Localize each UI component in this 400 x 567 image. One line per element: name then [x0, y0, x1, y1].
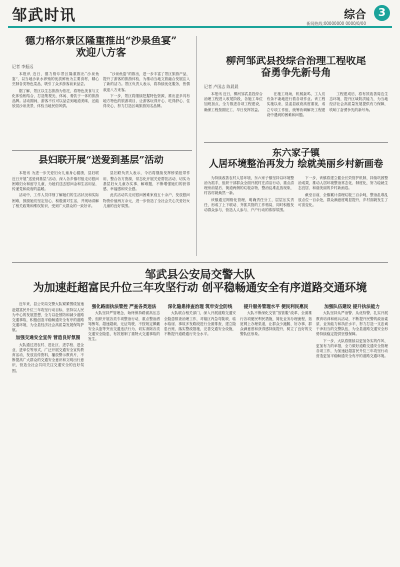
story-tourism-author: 记者 李振远: [12, 64, 34, 69]
story-paragraph: 该镇通过网格化管理，明确责任分工，层层压实责任，形成了上下联动、齐抓共管的工作格局，同时积极发动群众参与，营造人人参与、户户行动的浓厚氛围。: [204, 197, 294, 213]
story-paragraph: 下一步，该镇将建立健全长效管护机制，持续巩固整治成果，推动人居环境整治常态化、制度化，努力绘就生态宜居、和谐美丽的乡村新画卷。: [298, 175, 388, 191]
story-governance-title: 柳河邹武县投综合治理工程收尾 奋勇争先新号角: [226, 56, 366, 79]
column-divider: [196, 36, 197, 256]
story-paragraph: 大队联合相关部门，深入开展道路交通安全隐患排查治理工作，对辖区内急弯陡坡、临水临崖、事故多发路段进行全面排查，建立隐患台账，落实整改措施，完善交通安全设施，不断提升道路通行安全水平。: [164, 311, 236, 337]
story-paragraph: 截至目前，全镇累计清理垃圾三百余吨，整治乱堆乱放点位一百余处，群众满意度明显提升，乡村面貌发生了可喜变化。: [298, 192, 388, 207]
story-paragraph: 活动中，工作人员详细了解她们的生活状况和实际困难，鼓励她们坚定信心、积极面对生活，并现场讲解了相关政策和维权知识，受到广大群众的一致好评。: [12, 193, 99, 208]
story-tourism: [12, 36, 190, 148]
story-paragraph: 大队坚持严管理念，始终保持路面高压态势，组织开展各类专项整治行动，重点整治酒驾醉驾、超速超载、无证驾驶、不按规定佩戴安全头盔等突出交通违法行为，切实消除各类交通安全隐患，有效遏制了重特大交通事故的发生。: [88, 311, 160, 342]
story-tourism-title: 德力格尔景区隆重推出“沙泉鱼宴” 欢迎八方客: [25, 36, 177, 59]
story-subhead: 强化路面执法管控 严查各类违法: [91, 304, 157, 310]
story-womens-federation: [12, 155, 190, 255]
story-paragraph: 近年来，县公安局交警大队紧紧围绕加速赶超富民升位三年攻坚行动目标，坚持以人民为中心的发展思想，全力以赴预防和减少道路交通事故，积极创造平稳畅通安全有序的道路交通环境，为全县经济社会高质量发展保驾护航。: [12, 302, 84, 333]
story-paragraph: 此次活动共走访慰问困难家庭五十余户，发放慰问物资价值两万余元，进一步营造了全社会关心关爱妇女儿童的良好氛围。: [103, 193, 190, 208]
story-paragraph: 大队不断深化交管“放管服”改革，全面推行各项便民利民措施，简化业务办理流程，拓宽网上办理渠道，让群众少跑腿、好办事，群众满意度和获得感持续提升，树立了良好的交警队伍形象。: [240, 311, 312, 337]
section-divider: [204, 142, 388, 143]
story-paragraph: 大队通过进农村、进社区、进学校、进企业、进单位等形式，广泛开展交通安全宣传教育活动，发放宣传资料，播放警示教育片，不断提高广大群众的交通安全意识和文明出行意识，营造全社会共同关注交通安全的良好氛围。: [12, 342, 84, 373]
story-paragraph: 大队坚持从严治警、从优待警，扎实开展教育培训和练兵活动，不断提升民警的政治素质、业务能力和执法水平，努力打造一支忠诚干净担当的交警队伍，为全县道路交通安全形势持续稳定提供坚强保障。: [316, 311, 388, 337]
story-paragraph: 本报讯 为进一步关爱妇女儿童身心健康，县妇联近日开展“送爱到基层”活动，深入各乡镇村组走访慰问困难妇女和留守儿童，为她们送去慰问金和生活用品，传递党和政府的温暖。: [12, 171, 99, 191]
story-village-environment-title: 东六家子镇 人居环境整治再发力 绘就美丽乡村新画卷: [208, 148, 384, 171]
masthead-date: 新闻热线:00000000 0000/0/00: [306, 21, 366, 26]
story-traffic-police: [12, 268, 388, 558]
story-paragraph: “沙泉鱼宴”的推出，进一步丰富了景区旅游产品，提升了游客的旅游体验，为推动当地文旅融合发展注入了新的活力。景区负责人表示，将持续优化服务，热情欢迎八方来客。: [103, 72, 190, 92]
story-subhead: 深化隐患排查治理 筑牢安全防线: [167, 304, 233, 310]
newspaper-logo: 邹武时讯: [12, 6, 77, 24]
masthead: [8, 4, 392, 26]
story-subhead: 提升服务管理水平 便民利民惠民: [243, 304, 309, 310]
section-label: 综合: [344, 8, 366, 21]
story-paragraph: 工程建成后，将有效改善周边生态环境，提升区域防洪能力，为当地经济社会高质量发展提供有力保障，吹响了奋勇争先的新号角。: [329, 92, 388, 112]
story-paragraph: 下一步，大队将继续以更加务实的作风、更加有力的举措，全力做好道路交通安全管理各项工作，为加速赶超富民升位三年攻坚行动营造更加平稳畅通安全有序的道路交通环境。: [316, 338, 388, 359]
story-paragraph: 下一步，景区将继续挖掘特色资源，推出更多具有地方特色的旅游项目，让游客玩得开心、吃得舒心、住得安心，努力打造区域旅游知名品牌。: [103, 94, 190, 109]
story-paragraph: 为持续改善农村人居环境，东六家子镇坚持以环境整治为抓手，组织干部群众全面开展村庄清洁行动，重点清理房前屋后、街道两侧的垃圾杂物，整治乱堆乱放现象，村容村貌焕然一新。: [204, 175, 294, 196]
story-paragraph: 本报讯 近日，柳河邹武县投综合治理工程进入收尾阶段，各施工单位加班加点，全力推进各项工程建设，确保工程按期完工、早日发挥效益。: [204, 92, 263, 112]
story-traffic-police-title: 邹武县公安局交警大队 为加速赶超富民升位三年攻坚行动 创平稳畅通安全有序道路交通环境: [33, 268, 367, 295]
story-subhead: 加强交通安全宣传 营造良好氛围: [15, 336, 81, 342]
story-governance-author: 记者 卢国志 陈晨晨: [204, 84, 239, 89]
section-divider: [12, 262, 388, 263]
story-subhead: 加强队伍建设 提升执法能力: [324, 304, 380, 310]
page-number-badge: 3: [374, 5, 390, 21]
story-governance: [204, 56, 388, 140]
section-divider: [12, 150, 192, 151]
story-paragraph: 县妇联负责人表示，今后将继续发挥桥梁纽带作用，整合各方资源，常态化开展关爱帮扶活动，切实为基层妇女儿童办实事、解难题，不断增强她们的获得感、幸福感和安全感。: [103, 171, 190, 191]
masthead-rule: [8, 26, 392, 28]
story-paragraph: 本报讯 近日，德力格尔景区隆重推出“沙泉鱼宴”，以当地沙泉水养殖的优质鲜鱼为主要食材，精心烹制各类特色菜品，吸引了众多游客前来品尝。: [12, 72, 99, 87]
story-womens-federation-title: 县妇联开展“送爱到基层”活动: [38, 155, 164, 166]
story-paragraph: 在施工现场，机械轰鸣，工人们有条不紊地进行着各项作业。该工程实施以来，县委县政府高度重视，成立专项工作组，统筹协调解决工程建设中遇到的困难和问题。: [266, 92, 326, 117]
story-paragraph: 据了解，景区以生态旅游为依托，将特色美食与文化体验相结合，打造集观光、休闲、餐饮于一体的旅游品牌。活动期间，游客不仅可以品尝到地道美味，还能欣赏沙泉美景，体验当地民俗风情。: [12, 88, 99, 109]
story-village-environment: [204, 148, 388, 256]
